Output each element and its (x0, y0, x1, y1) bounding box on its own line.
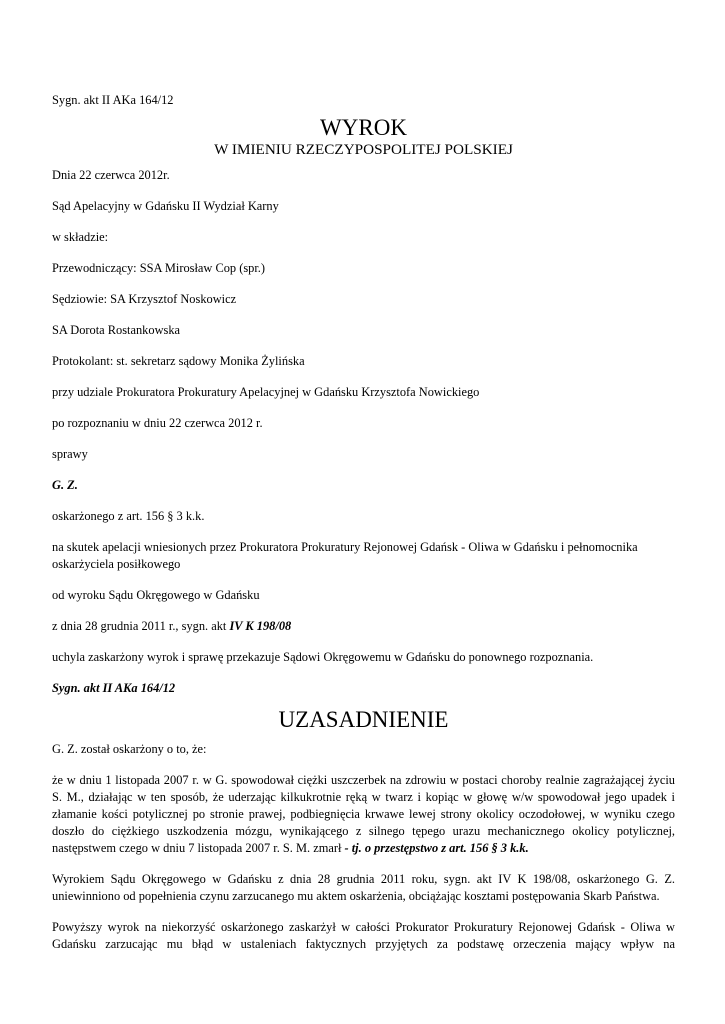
appealed-judgment-date (52, 618, 675, 635)
judges: Sędziowie: SA Krzysztof Noskowicz (52, 292, 237, 306)
hearing-date: po rozpoznaniu w dniu 22 czerwca 2012 r. (52, 416, 263, 430)
charge: oskarżonego z art. 156 § 3 k.k. (52, 509, 205, 523)
first-instance-verdict: Wyrokiem Sądu Okręgowego w Gdańsku z dnia 28 grudnia 2011 roku, sygn. akt IV K 198/08, oskarżonego G. Z. uniewinniono od popełnienia czynu zarzucanego mu aktem oskarżenia, obciążając kosztami postępowania Skarb Państwa. (52, 872, 675, 903)
charge-description (52, 772, 675, 857)
charge-qualification: - tj. o przestępstwo z art. 156 § 3 k.k. (341, 841, 529, 855)
prosecutor: przy udziale Prokuratora Prokuratury Apelacyjnej w Gdańsku Krzysztofa Nowickiego (52, 385, 480, 399)
judgment-date: Dnia 22 czerwca 2012r. (52, 168, 170, 182)
decision: uchyla zaskarżony wyrok i sprawę przekazuje Sądowi Okręgowemu w Gdańsku do ponownego rozpoznania. (52, 650, 594, 664)
justification-intro: G. Z. został oskarżony o to, że: (52, 742, 207, 756)
prosecutor-appeal: Powyższy wyrok na niekorzyść oskarżonego zaskarżył w całości Prokurator Prokuratury Rejonowej Gdańsk - Oliwa w Gdańsku zarzucając mu błąd w ustaleniach faktycznych przyjętych za podstawę orzeczenia mający wpływ na (52, 920, 675, 951)
judgment-reference: IV K 198/08 (229, 619, 292, 633)
court-clerk: Protokolant: st. sekretarz sądowy Monika Żylińska (52, 354, 305, 368)
judgment-date-prefix: z dnia 28 grudnia 2011 r., sygn. akt (52, 619, 230, 633)
charge-text: że w dniu 1 listopada 2007 r. w G. spowodował ciężki uszczerbek na zdrowiu w postaci choroby realnie zagrażającej życiu S. M., działając w ten sposób, że uderzając kilkukrotnie ręką w twarz i kopiąc w głowę w/w spowodował jego upadek i złamanie kości potylicznej po stronie prawej, podbiegnięcia krwawe lewej strony okolicy oczodołowej, w wyniku czego doszło do ciężkiego uszkodzenia mózgu, wynikającego z silnego tępego urazu mechanicznego okolicy potylicznej, następstwem czego w dniu 7 listopada 2007 r. S. M. zmarł (52, 773, 675, 855)
defendant-name: G. Z. (52, 478, 78, 492)
composition-label: w składzie: (52, 230, 109, 244)
appeal-basis: na skutek apelacji wniesionych przez Prokuratora Prokuratury Rejonowej Gdańsk - Oliwa w Gdańsku i pełnomocnika oskarżyciela posiłkowego (52, 540, 638, 571)
document-page (52, 92, 675, 967)
justification-signature: Sygn. akt II AKa 164/12 (52, 681, 176, 695)
justification-title: UZASADNIENIE (278, 707, 449, 732)
judgment-subtitle: W IMIENIU RZECZYPOSPOLITEJ POLSKIEJ (214, 141, 513, 158)
appealed-judgment: od wyroku Sądu Okręgowego w Gdańsku (52, 588, 260, 602)
court-name: Sąd Apelacyjny w Gdańsku II Wydział Karny (52, 199, 279, 213)
chairman: Przewodniczący: SSA Mirosław Cop (spr.) (52, 261, 266, 275)
judge-second: SA Dorota Rostankowska (52, 323, 181, 337)
case-label: sprawy (52, 447, 88, 461)
judgment-title: WYROK (320, 115, 407, 140)
case-signature: Sygn. akt II AKa 164/12 (52, 93, 174, 107)
